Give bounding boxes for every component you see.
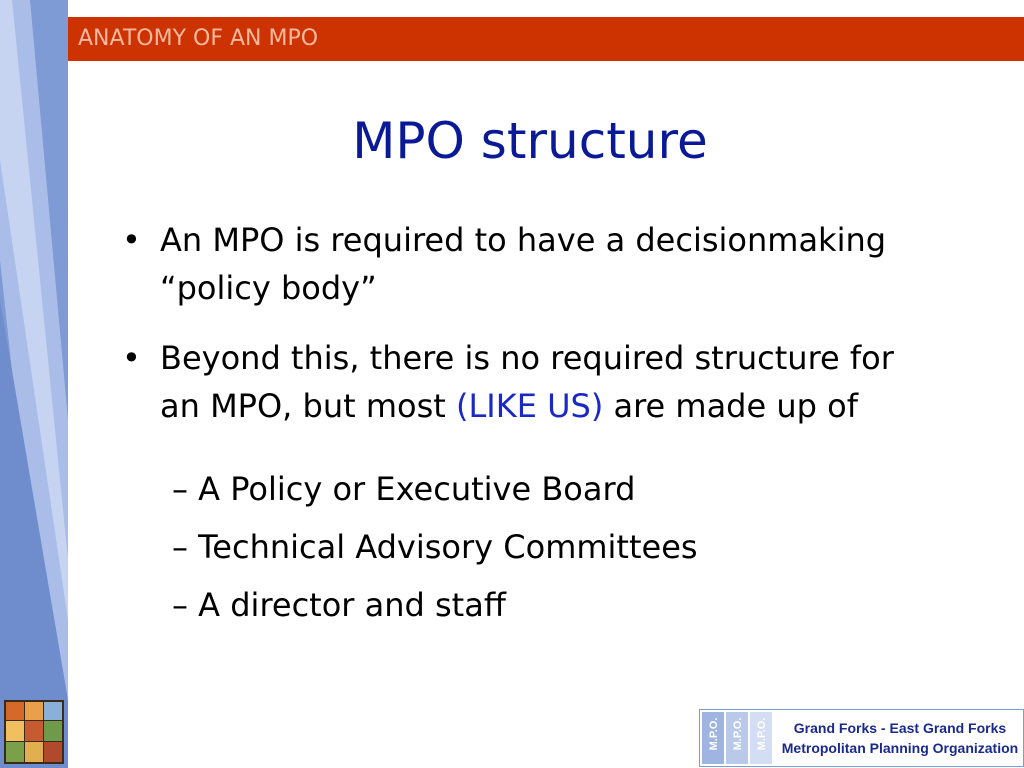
bullet-text-line: “policy body” bbox=[160, 269, 377, 307]
bullet-item bbox=[118, 334, 998, 430]
organization-name-line: Grand Forks - East Grand Forks bbox=[793, 720, 1007, 736]
left-decorative-strip bbox=[0, 0, 68, 768]
header-bar bbox=[68, 17, 1024, 61]
bullet-dot-icon: • bbox=[122, 221, 141, 259]
slide-title: MPO structure bbox=[352, 112, 708, 170]
highlight-text: (LIKE US) bbox=[455, 387, 604, 425]
organization-name bbox=[780, 718, 1020, 758]
bullet-text: are made up of bbox=[603, 387, 858, 425]
bullet-text-line bbox=[160, 382, 998, 430]
sub-bullet-item: – Technical Advisory Committees bbox=[172, 528, 698, 566]
mpo-mark-text bbox=[702, 712, 724, 764]
bullet-list bbox=[118, 216, 998, 452]
sub-bullet-list bbox=[172, 460, 992, 634]
mpo-mark-text bbox=[726, 712, 748, 764]
bullet-text-line: An MPO is required to have a decisionmaking bbox=[160, 221, 887, 259]
mpo-logo-mosaic bbox=[4, 700, 64, 764]
organization-logo bbox=[699, 709, 1024, 767]
mpo-mark-label: M.P.O. bbox=[756, 717, 768, 751]
sub-bullet-item: – A Policy or Executive Board bbox=[172, 470, 636, 508]
header-title: ANATOMY OF AN MPO bbox=[78, 26, 319, 51]
mpo-mark-text bbox=[750, 712, 772, 764]
bullet-dot-icon: • bbox=[122, 339, 141, 377]
bullet-item bbox=[118, 216, 998, 312]
mpo-mark-label: M.P.O. bbox=[708, 717, 720, 751]
bullet-text-line: Beyond this, there is no required structure for bbox=[160, 339, 894, 377]
organization-name-line: Metropolitan Planning Organization bbox=[781, 740, 1019, 756]
sub-bullet-item: – A director and staff bbox=[172, 586, 506, 624]
mpo-mark-label: M.P.O. bbox=[732, 717, 744, 751]
bullet-text: an MPO, but most bbox=[160, 387, 456, 425]
